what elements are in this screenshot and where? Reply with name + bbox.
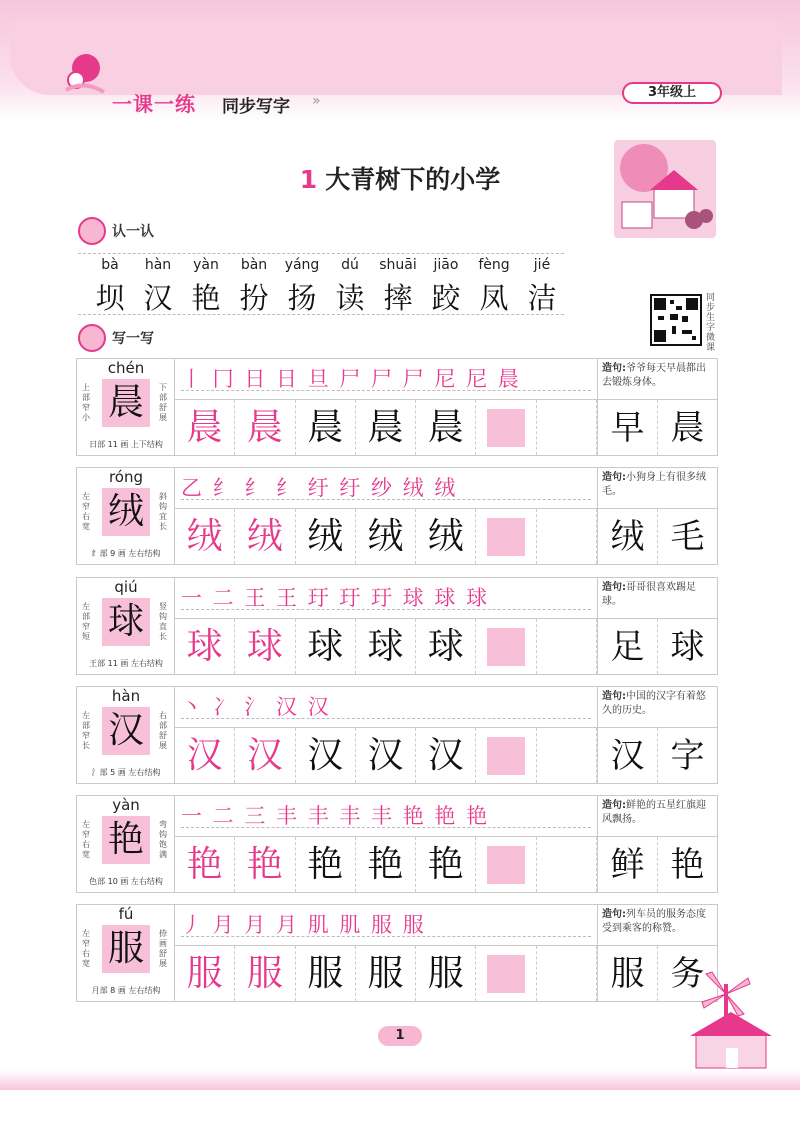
lesson-number: 1 (299, 165, 318, 194)
trace-cell[interactable]: 绒 (296, 509, 356, 564)
practice-box (487, 846, 525, 884)
school-illustration-icon (614, 140, 716, 238)
char-pinyin: yàn (112, 796, 140, 814)
char-model: 绒 (102, 488, 150, 536)
sentence-text: 鲜艳的五星红旗迎风飘扬。 (602, 800, 706, 825)
word-cells (597, 727, 717, 783)
trace-cell[interactable]: 汉 (296, 728, 356, 783)
word-char[interactable]: 足 (598, 619, 658, 674)
recognize-hanzi-row (86, 276, 566, 317)
tip-right: 右部舒展 (159, 711, 167, 750)
write-section-header (78, 324, 154, 352)
practice-box (487, 628, 525, 666)
practice-box (487, 409, 525, 447)
word-cells (597, 618, 717, 674)
pinyin: jié (533, 257, 551, 273)
trace-cell[interactable]: 晨 (235, 400, 295, 455)
example-sentence (597, 796, 717, 836)
word-char[interactable]: 艳 (670, 845, 705, 885)
qr-code-icon (652, 296, 700, 344)
practice-cell[interactable] (537, 509, 597, 564)
char-pinyin: chén (107, 359, 145, 377)
recognize-section-header (78, 217, 154, 245)
char-block (76, 795, 718, 893)
word-char[interactable]: 字 (670, 736, 705, 776)
practice-cell[interactable] (476, 946, 536, 1001)
practice-box (487, 955, 525, 993)
practice-cell[interactable] (537, 400, 597, 455)
pinyin: shuāi (379, 257, 417, 273)
trace-cell[interactable]: 绒 (175, 509, 235, 564)
pinyin: hàn (144, 257, 172, 273)
practice-cell[interactable] (537, 728, 597, 783)
tip-right: 捺画舒展 (159, 929, 167, 968)
trace-cell[interactable]: 晨 (416, 400, 476, 455)
pinyin: yàn (193, 257, 219, 273)
practice-cell[interactable] (476, 619, 536, 674)
sentence-label: 造句: (602, 691, 626, 702)
char-info (77, 578, 175, 674)
char-pinyin: hàn (111, 687, 141, 705)
practice-grid (175, 399, 597, 455)
hanzi: 凤 (479, 281, 509, 315)
word-char[interactable]: 绒 (598, 509, 658, 564)
char-model: 球 (102, 598, 150, 646)
tip-right: 斜钩宜长 (159, 492, 167, 531)
char-pinyin: qiú (114, 578, 138, 596)
chevron-right-icon: » (312, 93, 321, 109)
sentence-label: 造句: (602, 582, 626, 593)
tip-left: 上部窄小 (82, 383, 90, 422)
hanzi: 坝 (95, 281, 125, 315)
hanzi: 艳 (191, 281, 221, 315)
example-sentence (597, 578, 717, 618)
example-sentence (597, 687, 717, 727)
char-radical-info: 纟部 9 画 左右结构 (91, 549, 161, 558)
trace-cell[interactable]: 球 (356, 619, 416, 674)
example-sentence (597, 359, 717, 399)
practice-grid (175, 945, 597, 1001)
word-cells (597, 508, 717, 564)
sentence-label: 造句: (602, 800, 626, 811)
trace-cell[interactable]: 晨 (356, 400, 416, 455)
trace-cell[interactable]: 艳 (356, 837, 416, 892)
trace-cell[interactable]: 汉 (235, 728, 295, 783)
pinyin: bà (101, 257, 119, 273)
trace-cell[interactable]: 晨 (296, 400, 356, 455)
stroke-order: 丨 冂 日 日 旦 尸 尸 尸 尼 尼 晨 (181, 363, 591, 391)
char-pinyin: róng (108, 468, 144, 486)
lesson-illustration (614, 140, 716, 238)
sentence-text: 小狗身上有很多绒毛。 (602, 472, 706, 497)
divider (78, 314, 564, 315)
char-radical-info: 日部 11 画 上下结构 (89, 440, 163, 449)
practice-cell[interactable] (537, 837, 597, 892)
char-info (77, 468, 175, 564)
pinyin: jiāo (433, 257, 459, 273)
sentence-label: 造句: (602, 909, 626, 920)
sentence-text: 中国的汉字有着悠久的历史。 (602, 691, 706, 716)
word-char[interactable]: 务 (670, 954, 705, 994)
practice-grid (175, 727, 597, 783)
practice-box (487, 518, 525, 556)
sentence-text: 爷爷每天早晨都出去锻炼身体。 (602, 363, 706, 388)
recognize-icon (78, 217, 106, 245)
trace-cell[interactable]: 汉 (356, 728, 416, 783)
trace-cell[interactable]: 服 (235, 946, 295, 1001)
pinyin: dú (341, 257, 359, 273)
practice-cell[interactable] (476, 509, 536, 564)
trace-cell[interactable]: 服 (356, 946, 416, 1001)
word-char[interactable]: 汉 (598, 728, 658, 783)
practice-grid (175, 508, 597, 564)
trace-cell[interactable]: 艳 (296, 837, 356, 892)
char-radical-info: 王部 11 画 左右结构 (89, 659, 163, 668)
word-char[interactable]: 服 (598, 946, 658, 1001)
page-number: 1 (378, 1026, 422, 1046)
trace-cell[interactable]: 服 (416, 946, 476, 1001)
trace-cell[interactable]: 绒 (235, 509, 295, 564)
sentence-label: 造句: (602, 472, 626, 483)
char-info (77, 687, 175, 783)
recognize-pinyin-row (86, 257, 566, 273)
practice-cell[interactable] (476, 837, 536, 892)
mascot-icon (58, 50, 110, 98)
trace-cell[interactable]: 服 (175, 946, 235, 1001)
stroke-order: 丶 冫 氵 汉 汉 (181, 691, 591, 719)
char-block (76, 358, 718, 456)
char-block (76, 686, 718, 784)
example-sentence (597, 468, 717, 508)
practice-grid (175, 836, 597, 892)
word-cells (597, 836, 717, 892)
trace-cell[interactable]: 艳 (175, 837, 235, 892)
hanzi: 洁 (527, 281, 557, 315)
hanzi: 汉 (143, 281, 173, 315)
word-char[interactable]: 毛 (670, 517, 705, 557)
word-char[interactable]: 早 (598, 400, 658, 455)
tip-left: 左窄右宽 (82, 492, 90, 531)
stroke-order: 一 二 三 丰 丰 丰 丰 艳 艳 艳 (181, 800, 591, 828)
pinyin: bàn (240, 257, 268, 273)
trace-cell[interactable]: 晨 (175, 400, 235, 455)
lesson-name: 大青树下的小学 (325, 165, 501, 194)
windmill-house-icon (676, 964, 786, 1074)
stroke-order: 乙 纟 纟 纟 纡 纡 纱 绒 绒 (181, 472, 591, 500)
trace-cell[interactable]: 艳 (235, 837, 295, 892)
trace-cell[interactable]: 球 (175, 619, 235, 674)
char-radical-info: 月部 8 画 左右结构 (91, 986, 161, 995)
trace-cell[interactable]: 绒 (356, 509, 416, 564)
brand-title: 一课一练 (112, 92, 196, 116)
trace-cell[interactable]: 球 (235, 619, 295, 674)
hanzi: 扬 (287, 281, 317, 315)
pinyin: fèng (478, 257, 510, 273)
divider (78, 253, 564, 254)
practice-cell[interactable] (537, 619, 597, 674)
example-sentence (597, 905, 717, 945)
word-char[interactable]: 球 (670, 627, 705, 667)
char-block (76, 467, 718, 565)
grade-badge: 3年级上 (622, 82, 722, 104)
write-label: 写一写 (112, 331, 154, 347)
trace-cell[interactable]: 绒 (416, 509, 476, 564)
tip-left: 左窄右宽 (82, 820, 90, 859)
hanzi: 读 (335, 281, 365, 315)
char-pinyin: fú (118, 905, 134, 923)
char-info (77, 905, 175, 1001)
practice-box (487, 737, 525, 775)
sentence-text: 列车员的服务态度受到乘客的称赞。 (602, 909, 706, 934)
char-model: 汉 (102, 707, 150, 755)
hanzi: 摔 (383, 281, 413, 315)
hanzi: 扮 (239, 281, 269, 315)
char-block (76, 904, 718, 1002)
pencil-icon (78, 324, 106, 352)
practice-cell[interactable] (476, 728, 536, 783)
recognize-label: 认一认 (112, 224, 154, 240)
sentence-text: 哥哥很喜欢踢足球。 (602, 582, 696, 607)
brand-subtitle: 同步写字 (222, 97, 290, 117)
hanzi: 跤 (431, 281, 461, 315)
char-info (77, 796, 175, 892)
pinyin: yáng (284, 257, 320, 273)
trace-cell[interactable]: 汉 (416, 728, 476, 783)
trace-cell[interactable]: 球 (416, 619, 476, 674)
stroke-order: 一 二 王 王 玗 玗 玗 球 球 球 (181, 582, 591, 610)
practice-cell[interactable] (476, 400, 536, 455)
tip-left: 左部窄长 (82, 711, 90, 750)
tip-left: 左窄右宽 (82, 929, 90, 968)
word-char[interactable]: 鲜 (598, 837, 658, 892)
sentence-label: 造句: (602, 363, 626, 374)
practice-cell[interactable] (537, 946, 597, 1001)
tip-right: 弯钩饱满 (159, 820, 167, 859)
char-model: 艳 (102, 816, 150, 864)
char-radical-info: 色部 10 画 左右结构 (89, 877, 163, 886)
word-char[interactable]: 晨 (670, 408, 705, 448)
char-model: 服 (102, 925, 150, 973)
page-header (0, 0, 800, 120)
practice-grid (175, 618, 597, 674)
qr-caption: 同步生字微课 (706, 293, 716, 353)
trace-cell[interactable]: 汉 (175, 728, 235, 783)
char-info (77, 359, 175, 455)
qr-code[interactable] (650, 294, 702, 346)
char-model: 晨 (102, 379, 150, 427)
char-radical-info: 氵部 5 画 左右结构 (91, 768, 161, 777)
stroke-order: 丿 月 月 月 肌 肌 服 服 (181, 909, 591, 937)
trace-cell[interactable]: 艳 (416, 837, 476, 892)
tip-left: 左部窄短 (82, 602, 90, 641)
trace-cell[interactable]: 服 (296, 946, 356, 1001)
word-cells (597, 399, 717, 455)
trace-cell[interactable]: 球 (296, 619, 356, 674)
tip-right: 下部舒展 (159, 383, 167, 422)
tip-right: 竖钩直长 (159, 602, 167, 641)
char-block (76, 577, 718, 675)
